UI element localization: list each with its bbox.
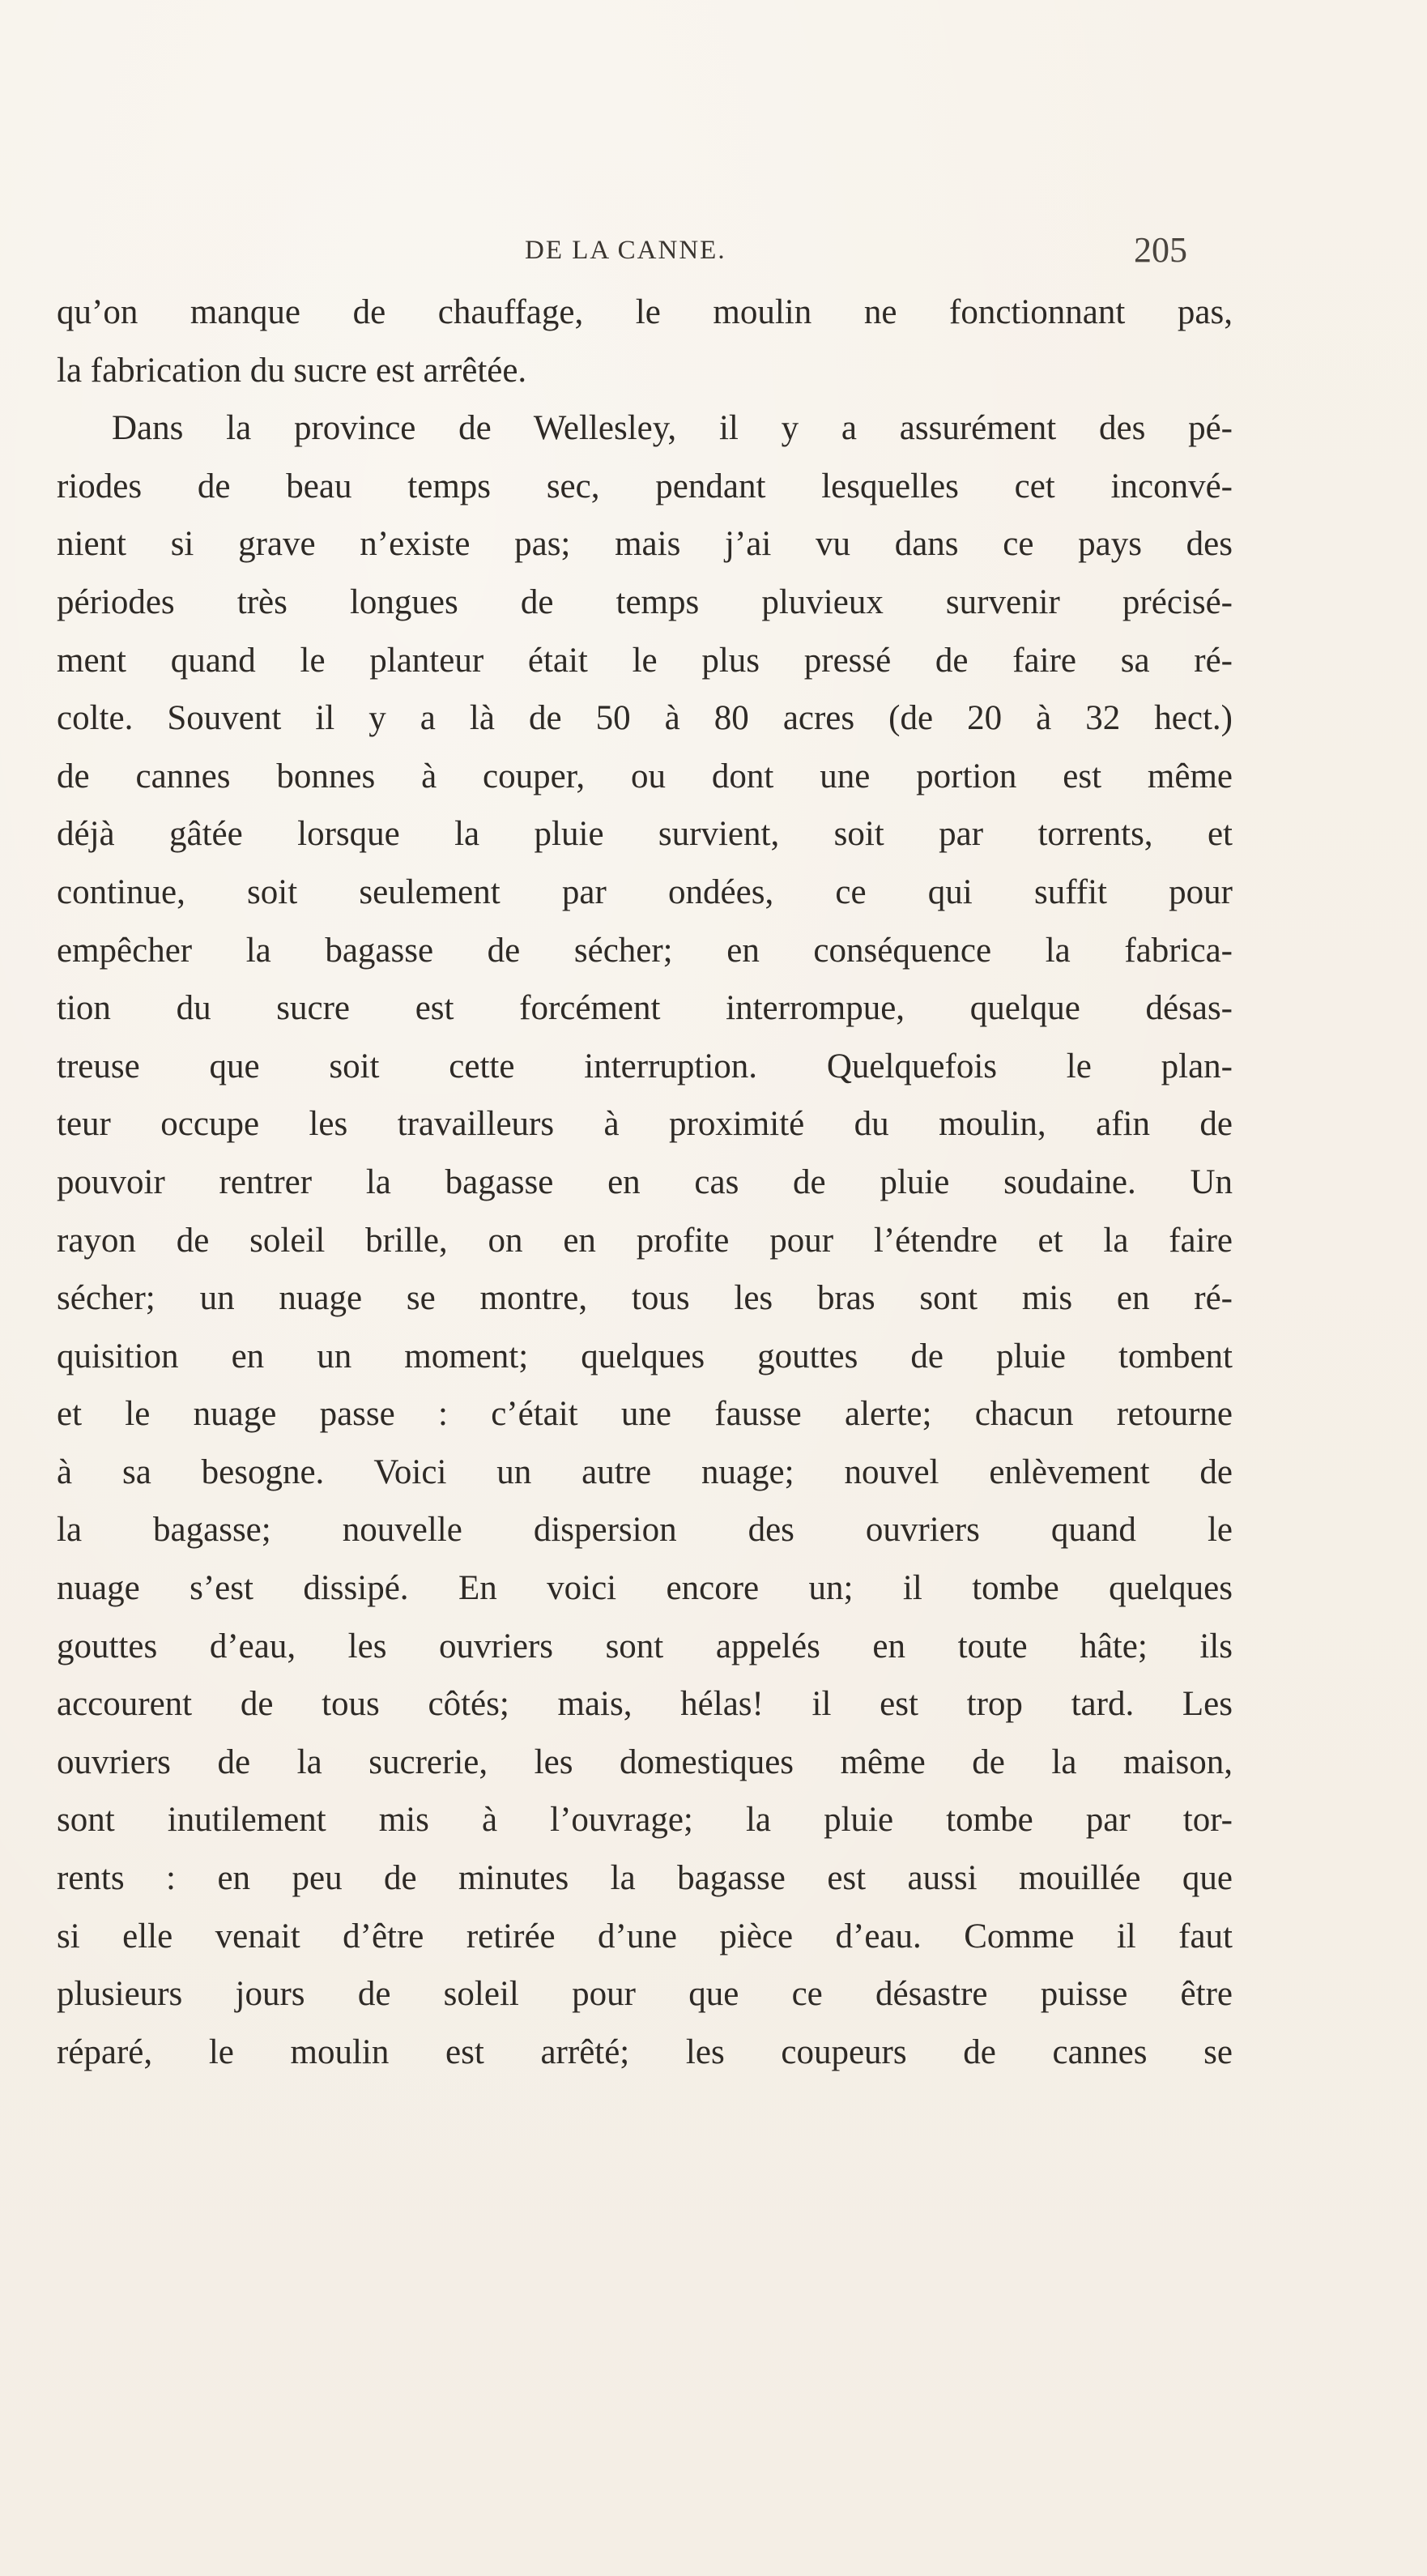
text-line: de cannes bonnes à couper, ou dont une portion est même [57, 757, 1233, 795]
text-line: quisition en un moment; quelques gouttes de pluie tombent [57, 1337, 1233, 1375]
text-line: empêcher la bagasse de sécher; en conséquence la fabrica- [57, 931, 1233, 970]
text-line: Dans la province de Wellesley, il y a assurément des pé- [112, 409, 1233, 448]
text-line: à sa besogne. Voici un autre nuage; nouvel enlèvement de [57, 1452, 1233, 1491]
text-line: plusieurs jours de soleil pour que ce désastre puisse être [57, 1975, 1233, 2014]
text-line: la bagasse; nouvelle dispersion des ouvriers quand le [57, 1511, 1233, 1550]
text-line: sécher; un nuage se montre, tous les bras sont mis en ré- [57, 1279, 1233, 1318]
text-line: et le nuage passe : c’était une fausse alerte; chacun retourne [57, 1395, 1233, 1434]
text-line: sont inutilement mis à l’ouvrage; la pluie tombe par tor- [57, 1801, 1233, 1840]
text-line: gouttes d’eau, les ouvriers sont appelés en toute hâte; ils [57, 1627, 1233, 1665]
text-line: si elle venait d’être retirée d’une pièce d’eau. Comme il faut [57, 1917, 1233, 1955]
text-line: déjà gâtée lorsque la pluie survient, soit par torrents, et [57, 815, 1233, 854]
text-line: teur occupe les travailleurs à proximité du moulin, afin de [57, 1105, 1233, 1144]
text-line: treuse que soit cette interruption. Quelquefois le plan- [57, 1047, 1233, 1085]
text-line: pouvoir rentrer la bagasse en cas de pluie soudaine. Un [57, 1162, 1233, 1201]
text-line: nient si grave n’existe pas; mais j’ai vu dans ce pays des [57, 525, 1233, 564]
text-line: périodes très longues de temps pluvieux survenir précisé- [57, 582, 1233, 621]
text-line: riodes de beau temps sec, pendant lesquelles cet inconvé- [57, 467, 1233, 505]
text-line: continue, soit seulement par ondées, ce qui suffit pour [57, 872, 1233, 911]
text-line: qu’on manque de chauffage, le moulin ne fonctionnant pas, [57, 293, 1233, 331]
text-line: accourent de tous côtés; mais, hélas! il est trop tard. Les [57, 1685, 1233, 1724]
running-head [0, 229, 1427, 278]
running-title: DE LA CANNE. [525, 236, 726, 265]
body-text [57, 284, 1233, 2081]
text-line: ouvriers de la sucrerie, les domestiques même de la maison, [57, 1742, 1233, 1781]
text-line: colte. Souvent il y a là de 50 à 80 acres (de 20 à 32 hect.) [57, 699, 1233, 738]
text-line: rents : en peu de minutes la bagasse est aussi mouillée que [57, 1859, 1233, 1898]
text-line: la fabrication du sucre est arrêtée. [57, 351, 527, 390]
text-line: réparé, le moulin est arrêté; les coupeurs de cannes se [57, 2032, 1233, 2071]
text-line: ment quand le planteur était le plus pressé de faire sa ré- [57, 641, 1233, 680]
text-line: nuage s’est dissipé. En voici encore un; il tombe quelques [57, 1569, 1233, 1608]
text-line: tion du sucre est forcément interrompue, quelque désas- [57, 989, 1233, 1028]
text-line: rayon de soleil brille, on en profite pour l’étendre et la faire [57, 1221, 1233, 1260]
page-number: 205 [1134, 230, 1187, 270]
